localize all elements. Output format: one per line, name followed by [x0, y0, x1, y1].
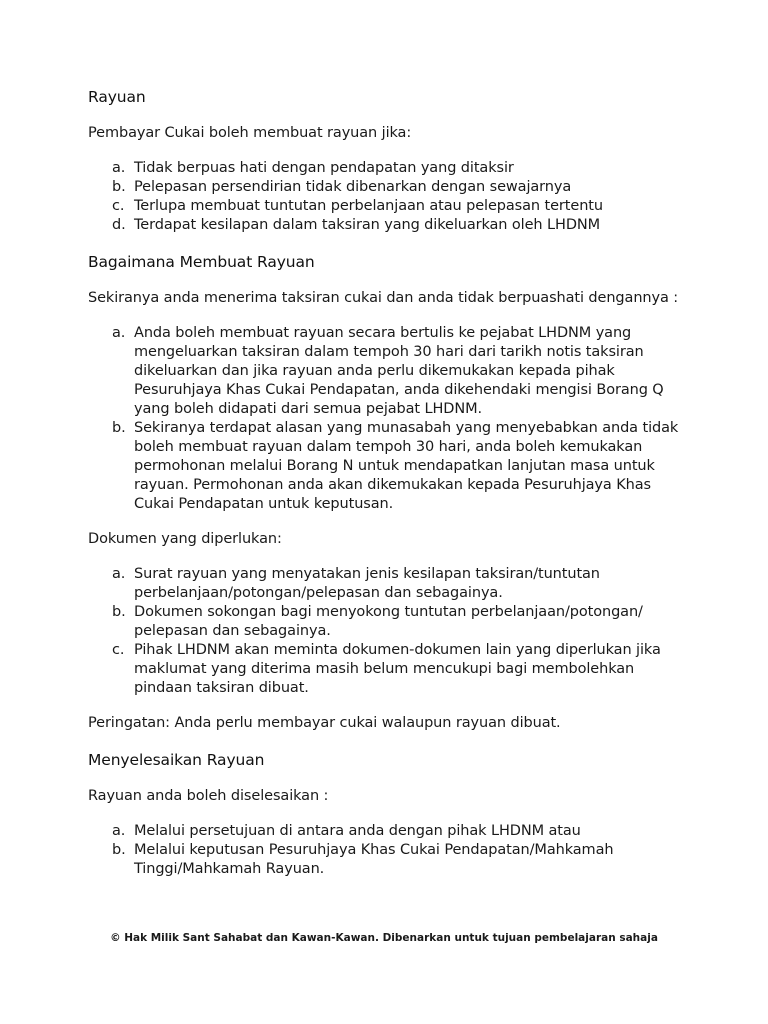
list-item	[112, 641, 688, 698]
list-marker: c.	[112, 642, 125, 658]
procedure-list	[88, 324, 688, 514]
list-item-text: Melalui persetujuan di antara anda dengan pihak LHDNM atau	[134, 823, 581, 839]
list-item	[112, 159, 688, 178]
list-item-text: Anda boleh membuat rayuan secara bertulis ke pejabat LHDNM yang mengeluarkan taksiran dalam tempoh 30 hari dari tarikh notis taksiran dikeluarkan dan jika rayuan anda perlu dikemukakan kepada pihak Pesuruhjaya Khas Cukai Pendapatan, anda dikehendaki mengisi Borang Q yang boleh didapati dari semua pejabat LHDNM.	[134, 325, 664, 417]
list-marker: b.	[112, 842, 126, 858]
copyright-footer: © Hak Milik Sant Sahabat dan Kawan-Kawan. Dibenarkan untuk tujuan pembelajaran sahaja	[110, 932, 658, 944]
list-item-text: Terdapat kesilapan dalam taksiran yang dikeluarkan oleh LHDNM	[134, 217, 601, 233]
list-item-text: Terlupa membuat tuntutan perbelanjaan atau pelepasan tertentu	[134, 198, 603, 214]
documents-intro: Dokumen yang diperlukan:	[88, 531, 282, 547]
list-item	[112, 822, 688, 841]
list-marker: a.	[112, 566, 126, 582]
section-heading-menyelesaikan: Menyelesaikan Rayuan	[88, 751, 265, 769]
list-marker: a.	[112, 325, 126, 341]
list-item	[112, 841, 688, 879]
list-item-text: Pihak LHDNM akan meminta dokumen-dokumen lain yang diperlukan jika maklumat yang diterima masih belum mencukupi bagi membolehkan pindaan taksiran dibuat.	[134, 642, 661, 696]
list-marker: b.	[112, 420, 126, 436]
list-marker: a.	[112, 160, 126, 176]
section-intro: Sekiranya anda menerima taksiran cukai dan anda tidak berpuashati dengannya :	[88, 290, 679, 306]
section-heading-rayuan: Rayuan	[88, 88, 146, 106]
list-item	[112, 216, 688, 235]
documents-list	[88, 565, 688, 698]
list-item-text: Pelepasan persendirian tidak dibenarkan dengan sewajarnya	[134, 179, 572, 195]
document-body	[88, 86, 688, 895]
list-item	[112, 603, 688, 641]
list-marker: b.	[112, 604, 126, 620]
list-marker: a.	[112, 823, 126, 839]
list-item-text: Dokumen sokongan bagi menyokong tuntutan perbelanjaan/potongan/ pelepasan dan sebagainya.	[134, 604, 643, 639]
list-item	[112, 324, 688, 419]
list-item	[112, 419, 688, 514]
section-heading-bagaimana: Bagaimana Membuat Rayuan	[88, 253, 315, 271]
list-item	[112, 565, 688, 603]
list-marker: b.	[112, 179, 126, 195]
list-marker: c.	[112, 198, 125, 214]
section-intro: Rayuan anda boleh diselesaikan :	[88, 788, 329, 804]
list-item-text: Tidak berpuas hati dengan pendapatan yang ditaksir	[134, 160, 514, 176]
list-marker: d.	[112, 217, 126, 233]
list-item-text: Surat rayuan yang menyatakan jenis kesilapan taksiran/tuntutan perbelanjaan/potongan/pelepasan dan sebagainya.	[134, 566, 600, 601]
resolution-list	[88, 822, 688, 879]
section-intro: Pembayar Cukai boleh membuat rayuan jika:	[88, 125, 412, 141]
list-item	[112, 178, 688, 197]
list-item-text: Sekiranya terdapat alasan yang munasabah yang menyebabkan anda tidak boleh membuat rayuan dalam tempoh 30 hari, anda boleh kemukakan permohonan melalui Borang N untuk mendapatkan lanjutan masa untuk rayuan. Permohonan anda akan dikemukakan kepada Pesuruhjaya Khas Cukai Pendapatan untuk keputusan.	[134, 420, 679, 512]
warning-note: Peringatan: Anda perlu membayar cukai walaupun rayuan dibuat.	[88, 715, 561, 731]
reasons-list	[88, 159, 688, 235]
list-item-text: Melalui keputusan Pesuruhjaya Khas Cukai Pendapatan/Mahkamah Tinggi/Mahkamah Rayuan.	[134, 842, 614, 877]
list-item	[112, 197, 688, 216]
